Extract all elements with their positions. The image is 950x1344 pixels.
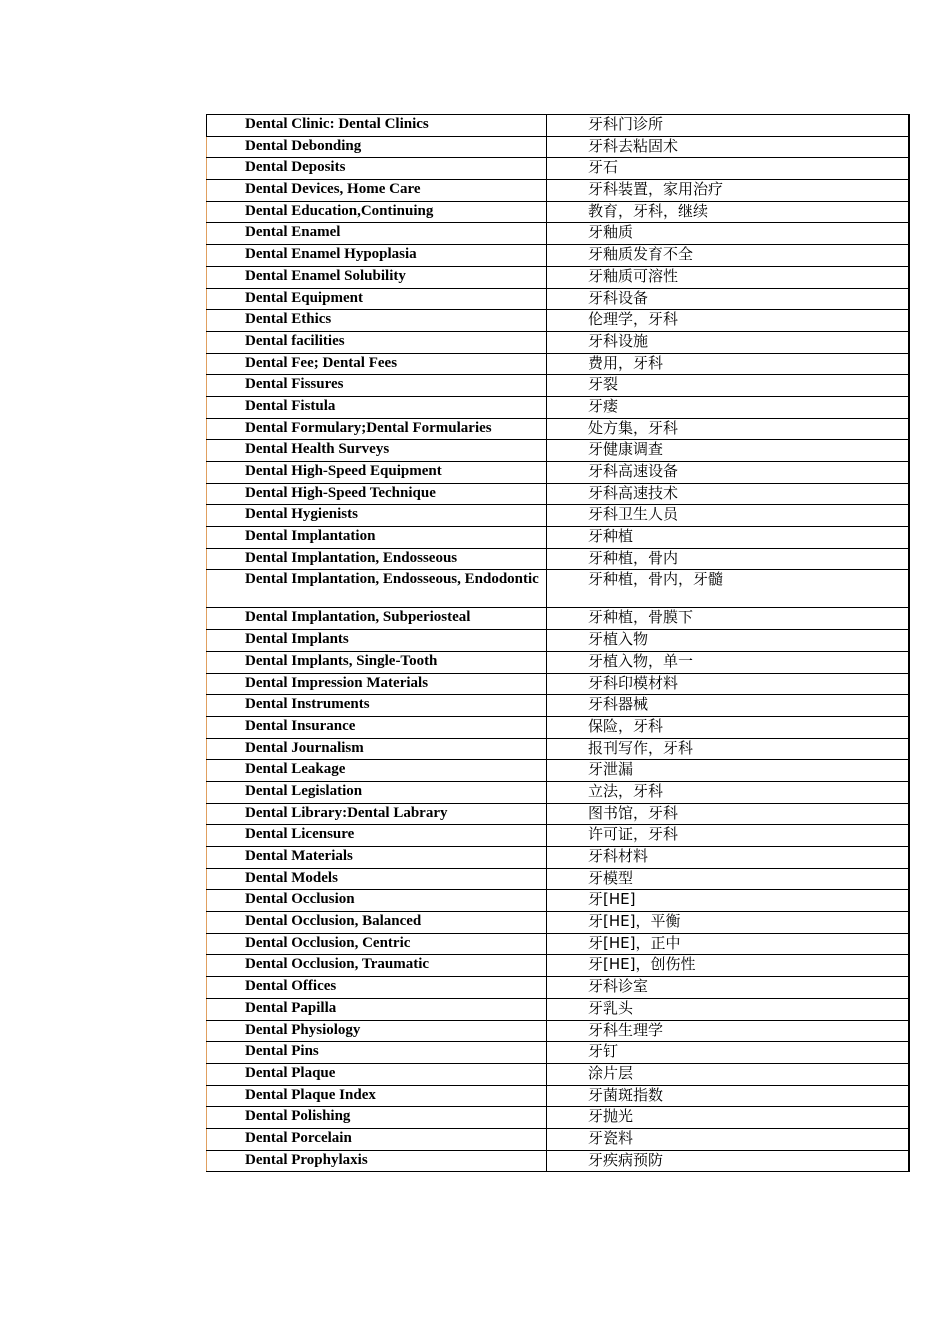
term-chinese: 牙釉质发育不全 bbox=[547, 245, 909, 267]
table-row bbox=[207, 440, 909, 462]
table-row bbox=[207, 1128, 909, 1150]
term-chinese: 牙科生理学 bbox=[547, 1020, 909, 1042]
table-row bbox=[207, 1042, 909, 1064]
table-row bbox=[207, 288, 909, 310]
term-english: Dental Instruments bbox=[207, 695, 547, 717]
term-english: Dental Leakage bbox=[207, 760, 547, 782]
table-row bbox=[207, 738, 909, 760]
term-chinese: 牙科设施 bbox=[547, 331, 909, 353]
term-chinese: 牙种植，骨内，牙髓 bbox=[547, 570, 909, 608]
term-english: Dental Fissures bbox=[207, 375, 547, 397]
term-chinese: 牙模型 bbox=[547, 868, 909, 890]
table-row bbox=[207, 223, 909, 245]
table-row bbox=[207, 977, 909, 999]
term-chinese: 牙石 bbox=[547, 158, 909, 180]
term-chinese: 伦理学，牙科 bbox=[547, 310, 909, 332]
term-chinese: 牙科材料 bbox=[547, 847, 909, 869]
glossary-table bbox=[206, 114, 910, 1172]
table-row bbox=[207, 396, 909, 418]
glossary-body bbox=[207, 115, 909, 1172]
table-row bbox=[207, 462, 909, 484]
term-english: Dental Prophylaxis bbox=[207, 1150, 547, 1172]
term-english: Dental Occlusion bbox=[207, 890, 547, 912]
term-english: Dental Enamel bbox=[207, 223, 547, 245]
term-chinese: 牙裂 bbox=[547, 375, 909, 397]
term-english: Dental Insurance bbox=[207, 716, 547, 738]
term-chinese: 牙钉 bbox=[547, 1042, 909, 1064]
term-english: Dental Occlusion, Centric bbox=[207, 933, 547, 955]
term-chinese: 牙釉质 bbox=[547, 223, 909, 245]
term-english: Dental Physiology bbox=[207, 1020, 547, 1042]
term-english: Dental Implants bbox=[207, 630, 547, 652]
term-english: Dental Porcelain bbox=[207, 1128, 547, 1150]
table-row bbox=[207, 781, 909, 803]
term-chinese: 牙科高速设备 bbox=[547, 462, 909, 484]
term-chinese: 许可证，牙科 bbox=[547, 825, 909, 847]
table-row bbox=[207, 1063, 909, 1085]
table-row bbox=[207, 353, 909, 375]
table-row bbox=[207, 868, 909, 890]
table-row bbox=[207, 245, 909, 267]
term-chinese: 牙科设备 bbox=[547, 288, 909, 310]
term-chinese: 牙植入物，单一 bbox=[547, 651, 909, 673]
term-english: Dental Journalism bbox=[207, 738, 547, 760]
term-english: Dental Ethics bbox=[207, 310, 547, 332]
table-row bbox=[207, 201, 909, 223]
table-row bbox=[207, 673, 909, 695]
term-chinese: 牙[HE] bbox=[547, 890, 909, 912]
table-row bbox=[207, 1020, 909, 1042]
term-english: Dental Health Surveys bbox=[207, 440, 547, 462]
table-row bbox=[207, 505, 909, 527]
term-chinese: 牙科印模材料 bbox=[547, 673, 909, 695]
table-row bbox=[207, 933, 909, 955]
table-row bbox=[207, 331, 909, 353]
term-chinese: 报刊写作，牙科 bbox=[547, 738, 909, 760]
table-row bbox=[207, 890, 909, 912]
term-english: Dental Education,Continuing bbox=[207, 201, 547, 223]
term-english: Dental Enamel Hypoplasia bbox=[207, 245, 547, 267]
table-row bbox=[207, 527, 909, 549]
term-chinese: 牙植入物 bbox=[547, 630, 909, 652]
term-chinese: 牙科门诊所 bbox=[547, 115, 909, 137]
term-english: Dental Fistula bbox=[207, 396, 547, 418]
table-row bbox=[207, 912, 909, 934]
term-english: Dental Implantation, Endosseous, Endodontic bbox=[207, 570, 547, 608]
term-chinese: 牙科装置，家用治疗 bbox=[547, 180, 909, 202]
table-row bbox=[207, 158, 909, 180]
table-row bbox=[207, 115, 909, 137]
term-english: Dental Offices bbox=[207, 977, 547, 999]
term-chinese: 图书馆，牙科 bbox=[547, 803, 909, 825]
term-chinese: 牙科诊室 bbox=[547, 977, 909, 999]
table-row bbox=[207, 803, 909, 825]
table-row bbox=[207, 760, 909, 782]
term-chinese: 处方集，牙科 bbox=[547, 418, 909, 440]
term-english: Dental Models bbox=[207, 868, 547, 890]
term-chinese: 牙[HE]，平衡 bbox=[547, 912, 909, 934]
term-chinese: 牙种植，骨膜下 bbox=[547, 608, 909, 630]
term-english: Dental Implantation bbox=[207, 527, 547, 549]
term-chinese: 牙种植 bbox=[547, 527, 909, 549]
table-row bbox=[207, 955, 909, 977]
table-row bbox=[207, 695, 909, 717]
table-row bbox=[207, 651, 909, 673]
table-row bbox=[207, 716, 909, 738]
term-english: Dental Impression Materials bbox=[207, 673, 547, 695]
term-english: Dental Polishing bbox=[207, 1107, 547, 1129]
term-chinese: 牙乳头 bbox=[547, 998, 909, 1020]
table-row bbox=[207, 630, 909, 652]
term-chinese: 牙疾病预防 bbox=[547, 1150, 909, 1172]
term-chinese: 费用，牙科 bbox=[547, 353, 909, 375]
term-english: Dental Plaque Index bbox=[207, 1085, 547, 1107]
term-english: Dental Hygienists bbox=[207, 505, 547, 527]
table-row bbox=[207, 180, 909, 202]
term-english: Dental Occlusion, Traumatic bbox=[207, 955, 547, 977]
term-chinese: 立法，牙科 bbox=[547, 781, 909, 803]
term-english: Dental High-Speed Equipment bbox=[207, 462, 547, 484]
table-row bbox=[207, 1107, 909, 1129]
term-english: Dental Formulary;Dental Formularies bbox=[207, 418, 547, 440]
term-chinese: 牙[HE]，正中 bbox=[547, 933, 909, 955]
term-chinese: 牙菌斑指数 bbox=[547, 1085, 909, 1107]
term-english: Dental Library:Dental Labrary bbox=[207, 803, 547, 825]
term-english: Dental facilities bbox=[207, 331, 547, 353]
term-english: Dental Debonding bbox=[207, 136, 547, 158]
term-chinese: 牙[HE]，创伤性 bbox=[547, 955, 909, 977]
table-row bbox=[207, 847, 909, 869]
term-english: Dental High-Speed Technique bbox=[207, 483, 547, 505]
term-english: Dental Licensure bbox=[207, 825, 547, 847]
term-english: Dental Equipment bbox=[207, 288, 547, 310]
term-english: Dental Implantation, Subperiosteal bbox=[207, 608, 547, 630]
term-english: Dental Papilla bbox=[207, 998, 547, 1020]
term-chinese: 牙科高速技术 bbox=[547, 483, 909, 505]
term-english: Dental Legislation bbox=[207, 781, 547, 803]
term-english: Dental Deposits bbox=[207, 158, 547, 180]
term-chinese: 教育，牙科，继续 bbox=[547, 201, 909, 223]
term-chinese: 牙瘘 bbox=[547, 396, 909, 418]
table-row bbox=[207, 375, 909, 397]
table-row bbox=[207, 998, 909, 1020]
term-chinese: 牙种植，骨内 bbox=[547, 548, 909, 570]
term-chinese: 保险，牙科 bbox=[547, 716, 909, 738]
term-english: Dental Occlusion, Balanced bbox=[207, 912, 547, 934]
table-row bbox=[207, 136, 909, 158]
table-row bbox=[207, 1150, 909, 1172]
table-row bbox=[207, 1085, 909, 1107]
table-row bbox=[207, 418, 909, 440]
term-chinese: 牙健康调查 bbox=[547, 440, 909, 462]
table-row bbox=[207, 825, 909, 847]
table-row bbox=[207, 548, 909, 570]
term-chinese: 牙抛光 bbox=[547, 1107, 909, 1129]
term-chinese: 牙釉质可溶性 bbox=[547, 266, 909, 288]
term-english: Dental Clinic: Dental Clinics bbox=[207, 115, 547, 137]
term-english: Dental Devices, Home Care bbox=[207, 180, 547, 202]
table-row bbox=[207, 483, 909, 505]
term-english: Dental Implants, Single-Tooth bbox=[207, 651, 547, 673]
term-english: Dental Fee; Dental Fees bbox=[207, 353, 547, 375]
term-english: Dental Plaque bbox=[207, 1063, 547, 1085]
table-row bbox=[207, 570, 909, 608]
term-english: Dental Enamel Solubility bbox=[207, 266, 547, 288]
table-row bbox=[207, 608, 909, 630]
term-chinese: 牙泄漏 bbox=[547, 760, 909, 782]
term-chinese: 涂片层 bbox=[547, 1063, 909, 1085]
term-english: Dental Materials bbox=[207, 847, 547, 869]
table-row bbox=[207, 266, 909, 288]
term-chinese: 牙科去粘固术 bbox=[547, 136, 909, 158]
table-row bbox=[207, 310, 909, 332]
term-chinese: 牙瓷料 bbox=[547, 1128, 909, 1150]
term-chinese: 牙科器械 bbox=[547, 695, 909, 717]
term-chinese: 牙科卫生人员 bbox=[547, 505, 909, 527]
term-english: Dental Pins bbox=[207, 1042, 547, 1064]
term-english: Dental Implantation, Endosseous bbox=[207, 548, 547, 570]
